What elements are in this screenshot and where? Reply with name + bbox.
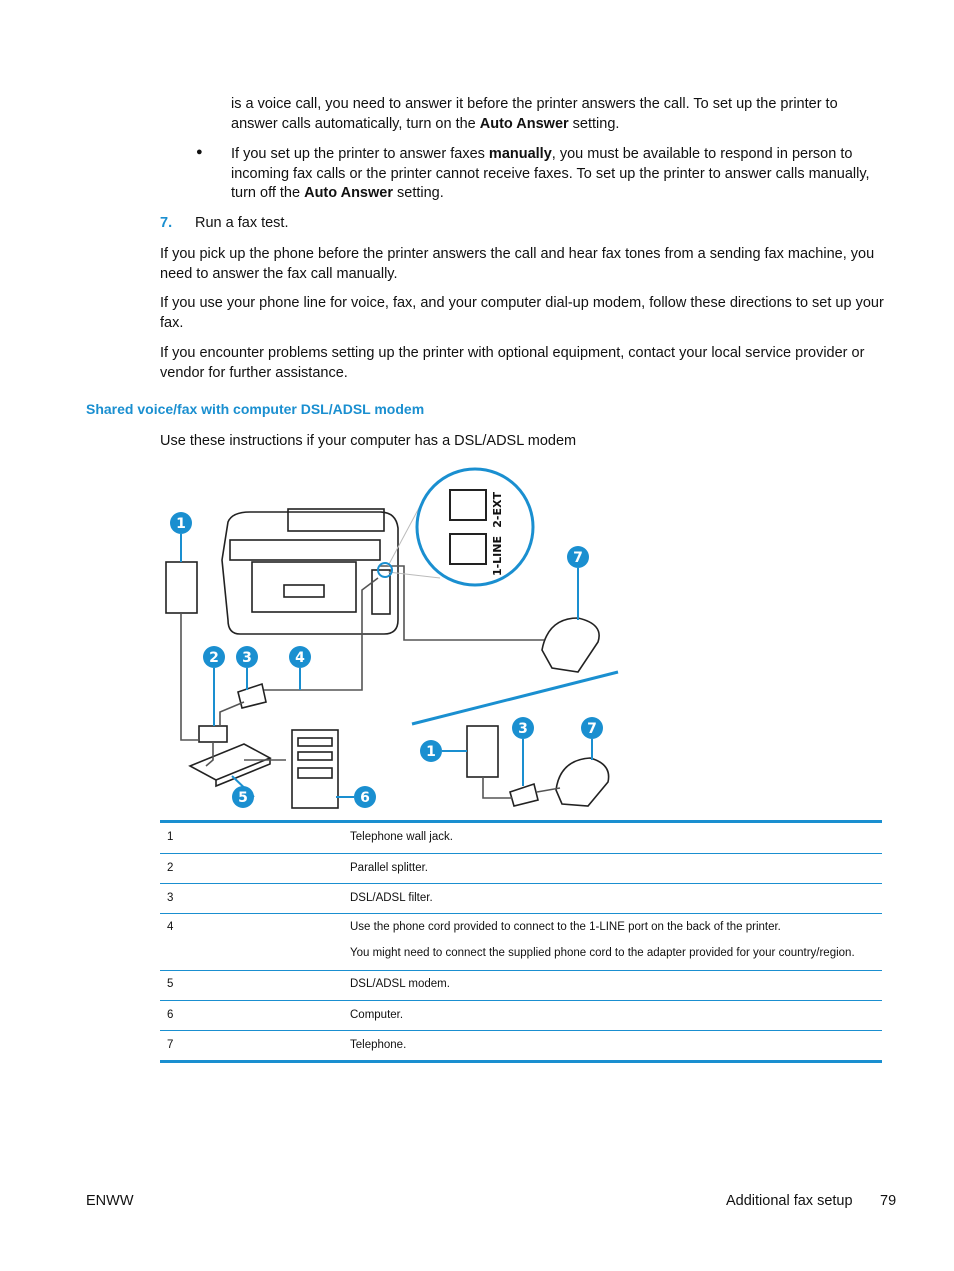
filter-icon <box>238 684 266 708</box>
callout-label: 6 <box>360 790 370 806</box>
legend-description <box>350 914 882 971</box>
legend-description: Parallel splitter. <box>350 862 428 874</box>
legend-table <box>160 820 882 1063</box>
computer-icon <box>292 730 338 808</box>
telephone-icon <box>542 618 599 672</box>
page-number: 79 <box>880 1193 897 1209</box>
port-label-2ext: 2-EXT <box>491 492 504 528</box>
table-row <box>160 884 882 914</box>
legend-description: Telephone. <box>350 1039 407 1051</box>
table-row <box>160 971 882 1001</box>
intro-text: Use these instructions if your computer has a DSL/ADSL modem <box>160 433 577 449</box>
callout-label: 2 <box>209 650 219 666</box>
body-paragraph: If you use your phone line for voice, fax, and your computer dial-up modem, follow these directions to set up your fax. <box>160 295 884 331</box>
callout-label: 3 <box>242 650 252 666</box>
callout-label: 4 <box>295 650 305 666</box>
legend-number: 2 <box>167 862 174 874</box>
step-text: Run a fax test. <box>195 215 289 231</box>
bullet-paragraph: If you set up the printer to answer faxes manually, you must be available to respond in person to incoming fax calls or the printer cannot receive faxes. To set up the printer to answer calls manually, turn off the Auto Answer setting. <box>231 146 870 201</box>
legend-number: 3 <box>167 892 174 904</box>
footer-left: ENWW <box>86 1193 134 1209</box>
port-label-1line: 1-LINE <box>491 536 504 577</box>
table-row <box>160 914 882 971</box>
splitter-icon <box>199 726 227 742</box>
table-row <box>160 1001 882 1031</box>
filter-icon <box>510 784 538 806</box>
callout-label: 1 <box>426 744 436 760</box>
telephone-icon <box>556 758 609 806</box>
legend-description: Computer. <box>350 1009 404 1021</box>
footer-section: Additional fax setup <box>726 1193 853 1209</box>
callout-label: 7 <box>573 550 583 566</box>
body-paragraph: If you encounter problems setting up the printer with optional equipment, contact your local service provider or vendor for further assistance. <box>160 345 865 381</box>
legend-number: 6 <box>167 1009 174 1021</box>
wall-jack-icon <box>467 726 498 777</box>
legend-description: DSL/ADSL filter. <box>350 892 433 904</box>
zoom-circle <box>417 469 533 585</box>
section-heading: Shared voice/fax with computer DSL/ADSL modem <box>86 401 425 417</box>
legend-description-line: Use the phone cord provided to connect to the 1-LINE port on the back of the printer. <box>350 921 781 933</box>
table-row <box>160 1031 882 1062</box>
table-row <box>160 854 882 884</box>
legend-number: 4 <box>167 921 174 933</box>
callout-label: 7 <box>587 721 597 737</box>
callout-label: 5 <box>238 790 248 806</box>
callout-label: 1 <box>176 516 186 532</box>
modem-icon <box>190 744 270 780</box>
table-row <box>160 822 882 854</box>
legend-number: 1 <box>167 831 174 843</box>
continuation-paragraph: is a voice call, you need to answer it before the printer answers the call. To set up the printer to answer calls automatically, turn on the Auto Answer setting. <box>231 96 838 132</box>
legend-description: DSL/ADSL modem. <box>350 978 450 990</box>
callout-label: 3 <box>518 721 528 737</box>
legend-number: 5 <box>167 978 174 990</box>
step-number: 7. <box>160 215 173 231</box>
connection-diagram <box>150 465 630 815</box>
legend-description-line: You might need to connect the supplied phone cord to the adapter provided for your country/region. <box>350 947 855 959</box>
legend-number: 7 <box>167 1039 174 1051</box>
wall-jack-icon <box>166 562 197 613</box>
legend-description: Telephone wall jack. <box>350 831 453 843</box>
body-paragraph: If you pick up the phone before the printer answers the call and hear fax tones from a sending fax machine, you need to answer the fax call manually. <box>160 246 875 282</box>
bullet-marker: ● <box>196 146 203 158</box>
